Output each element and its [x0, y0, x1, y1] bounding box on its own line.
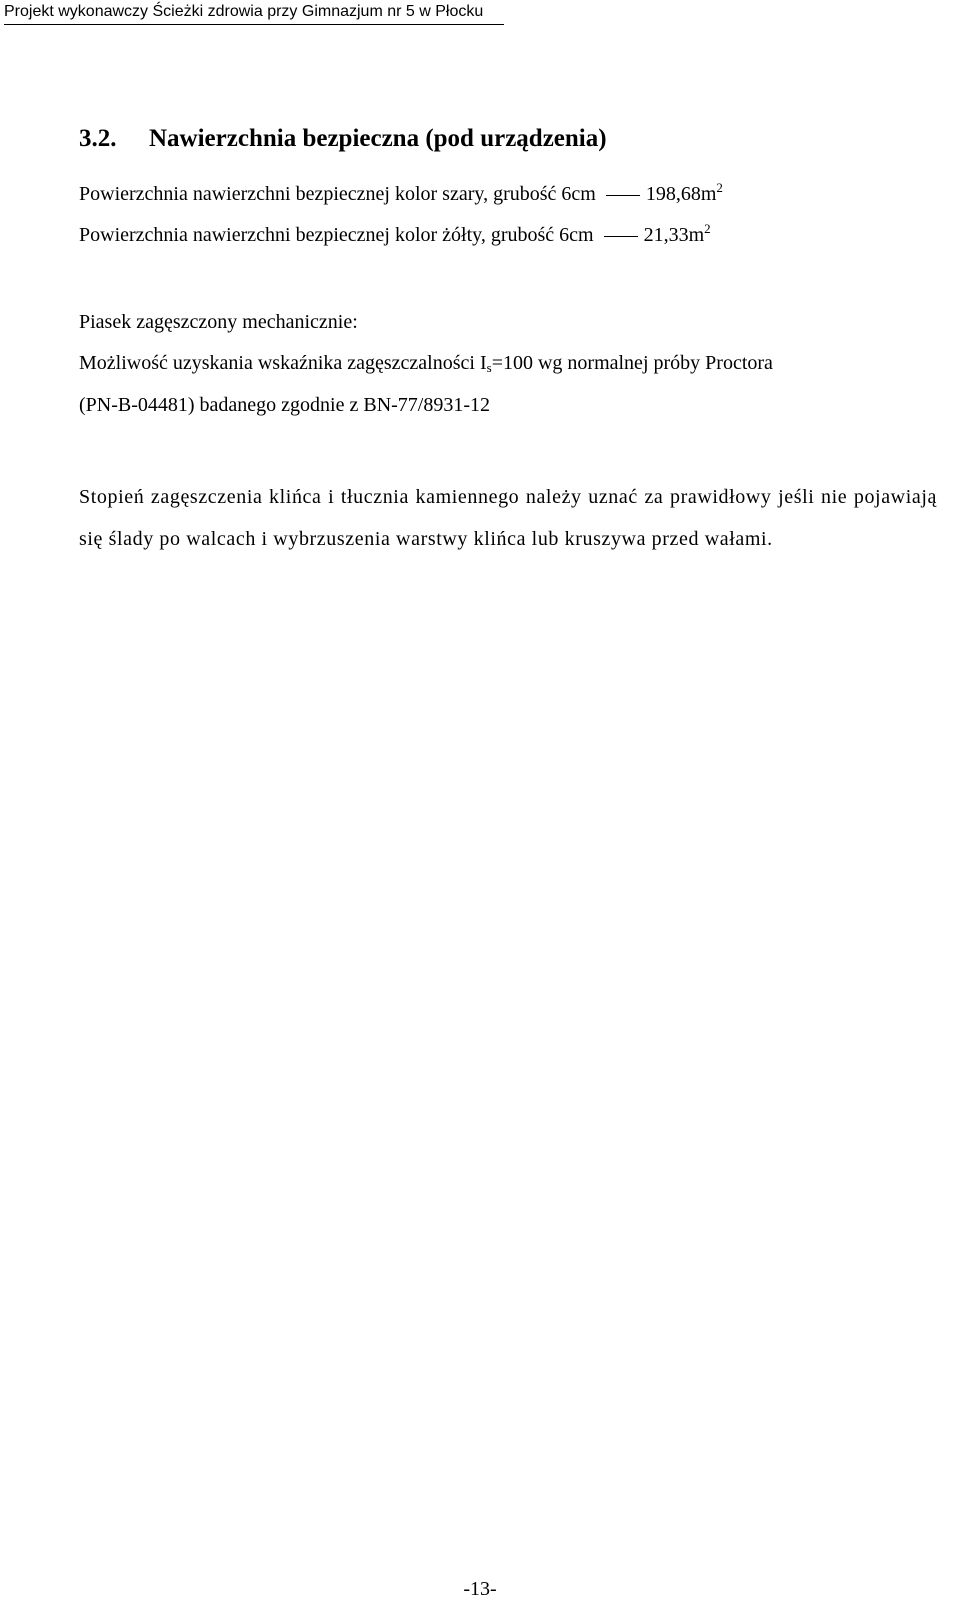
surface-line-grey	[79, 176, 723, 206]
dash-separator	[604, 236, 638, 237]
sand-line-1-after: =100 wg normalnej próby Proctora	[491, 352, 773, 374]
section-title: Nawierzchnia bezpieczna (pod urządzenia)	[149, 125, 607, 152]
surface-yellow-exponent: 2	[704, 221, 711, 236]
compaction-paragraph: Stopień zagęszczenia klińca i tłucznia kamiennego należy uznać za prawidłowy jeśli nie pojawiają się ślady po walcach i wybrzuszenia warstwy klińca lub kruszywa przed wałami.	[79, 486, 937, 550]
surface-yellow-value: 21,33m	[643, 224, 705, 246]
section-number: 3.2.	[79, 125, 117, 152]
dash-separator	[606, 195, 640, 196]
page-number: -13-	[463, 1578, 497, 1600]
sand-line-1-before: Możliwość uzyskania wskaźnika zagęszczalności I	[79, 352, 487, 374]
sand-line-1	[79, 351, 773, 380]
sand-label: Piasek zagęszczony mechanicznie:	[79, 311, 358, 333]
surface-yellow-text: Powierzchnia nawierzchni bezpiecznej kolor żółty, grubość 6cm	[79, 224, 594, 246]
surface-grey-exponent: 2	[716, 180, 723, 195]
sand-line-2: (PN-B-04481) badanego zgodnie z BN-77/8931-12	[79, 394, 491, 416]
sand-index-subscript: s	[486, 360, 492, 375]
surface-grey-value: 198,68m	[645, 183, 717, 205]
running-header: Projekt wykonawczy Ścieżki zdrowia przy Gimnazjum nr 5 w Płocku	[4, 0, 504, 25]
surface-line-yellow	[79, 217, 711, 247]
section-heading	[79, 124, 607, 154]
surface-grey-text: Powierzchnia nawierzchni bezpiecznej kolor szary, grubość 6cm	[79, 183, 596, 205]
